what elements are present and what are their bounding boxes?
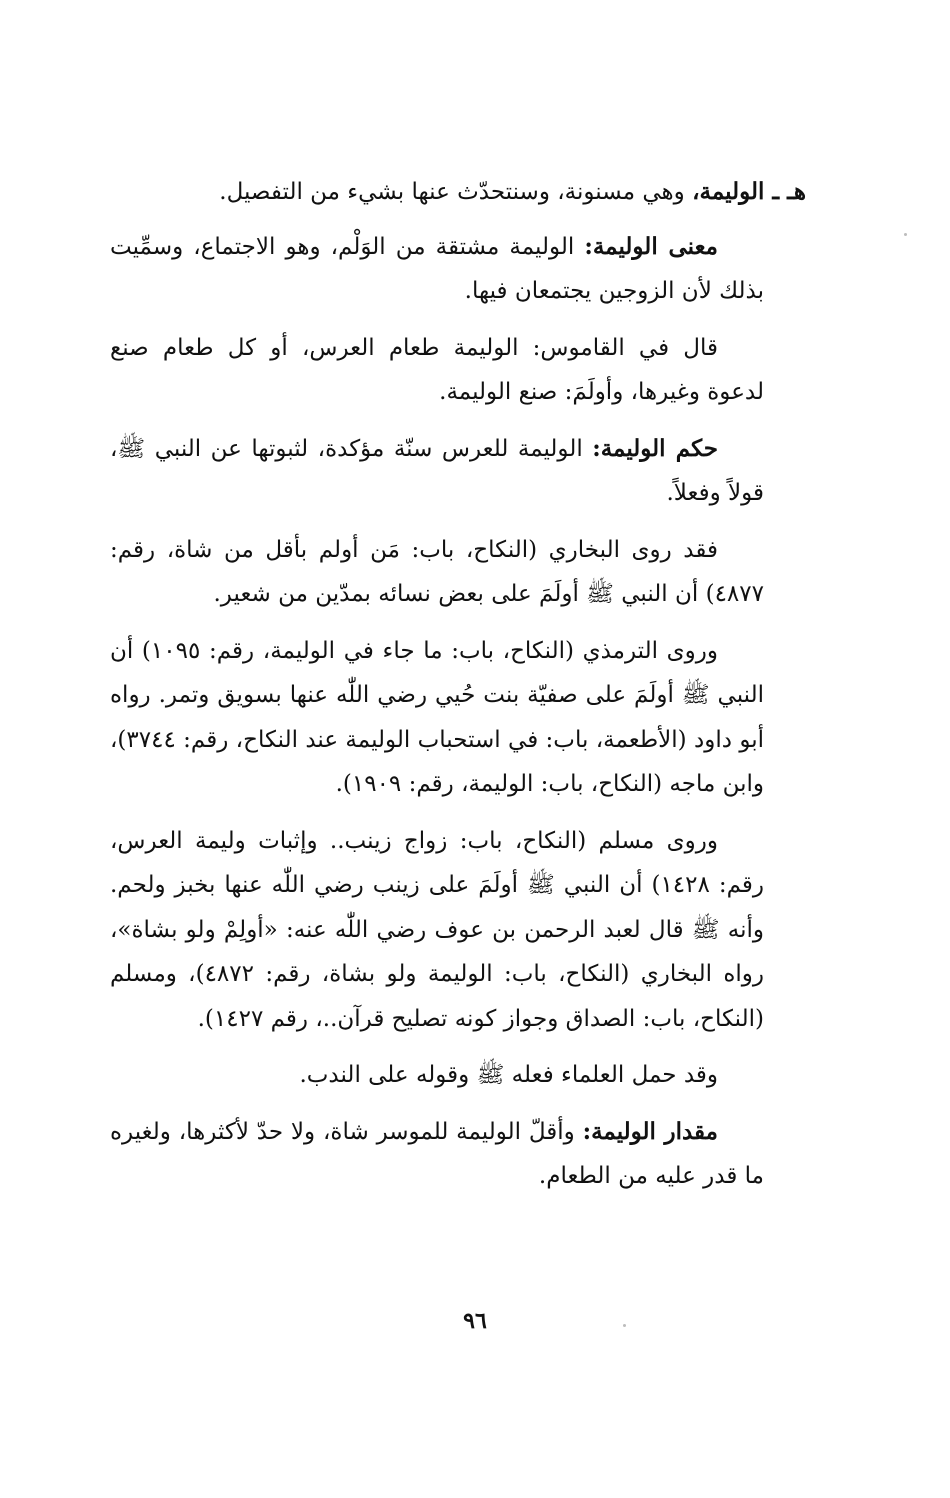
paragraph-muslim-narration (110, 819, 764, 1042)
scan-speck (904, 233, 907, 236)
scan-speck (623, 1324, 626, 1327)
paragraph-bukhari-narration (110, 528, 764, 617)
page-body (110, 170, 806, 1211)
paragraph-text: الوليمة للعرس سنّة مؤكدة، لثبوتها عن النبي ﷺ، قولاً وفعلاً. (110, 435, 764, 506)
paragraph-qamus-definition (110, 326, 764, 415)
paragraph-text: وروى مسلم (النكاح، باب: زواج زينب.. وإثبات وليمة العرس، رقم: ١٤٢٨) أن النبي ﷺ أولَمَ على زينب رضي اللّٰه عنها بخبز ولحم. وأنه ﷺ قال لعبد الرحمن بن عوف رضي اللّٰه عنه: «أولِمْ ولو بشاة»، رواه البخاري (النكاح، باب: الوليمة ولو بشاة، رقم: ٤٨٧٢)، ومسلم (النكاح، باب: الصداق وجواز كونه تصليح قرآن..، رقم ١٤٢٧). (110, 827, 764, 1032)
paragraph-text: الوليمة مشتقة من الوَلْم، وهو الاجتماع، وسمِّيت بذلك لأن الزوجين يجتمعان فيها. (110, 233, 764, 304)
paragraph-scholars-view (110, 1053, 764, 1098)
paragraph-walima-intro (110, 170, 806, 215)
paragraph-walima-meaning (110, 225, 764, 314)
paragraph-heading: مقدار الوليمة: (582, 1117, 718, 1145)
page-number: ٩٦ (463, 1308, 487, 1334)
paragraph-tirmidhi-narration (110, 629, 764, 807)
paragraph-heading: هـ ـ الوليمة، (692, 178, 806, 205)
paragraph-heading: معنى الوليمة: (584, 232, 718, 260)
paragraph-text: قال في القاموس: الوليمة طعام العرس، أو كل طعام صنع لدعوة وغيرها، وأولَمَ: صنع الوليمة. (110, 334, 764, 405)
paragraph-walima-ruling (110, 427, 764, 516)
paragraph-walima-amount (110, 1110, 764, 1199)
paragraph-text: وهي مسنونة، وسنتحدّث عنها بشيء من التفصيل. (219, 179, 693, 205)
paragraph-text: فقد روى البخاري (النكاح، باب: مَن أولم بأقل من شاة، رقم: ٤٨٧٧) أن النبي ﷺ أولَمَ على بعض نسائه بمدّين من شعير. (110, 536, 764, 607)
paragraph-text: وأقلّ الوليمة للموسر شاة، ولا حدّ لأكثرها، ولغيره ما قدر عليه من الطعام. (110, 1118, 764, 1189)
paragraph-text: وروى الترمذي (النكاح، باب: ما جاء في الوليمة، رقم: ١٠٩٥) أن النبي ﷺ أولَمَ على صفيّة بنت حُيي رضي اللّٰه عنها بسويق وتمر. رواه أبو داود (الأطعمة، باب: في استحباب الوليمة عند النكاح، رقم: ٣٧٤٤)، وابن ماجه (النكاح، باب: الوليمة، رقم: ١٩٠٩). (110, 637, 764, 797)
paragraph-text: وقد حمل العلماء فعله ﷺ وقوله على الندب. (299, 1062, 718, 1088)
paragraph-heading: حكم الوليمة: (592, 434, 718, 462)
